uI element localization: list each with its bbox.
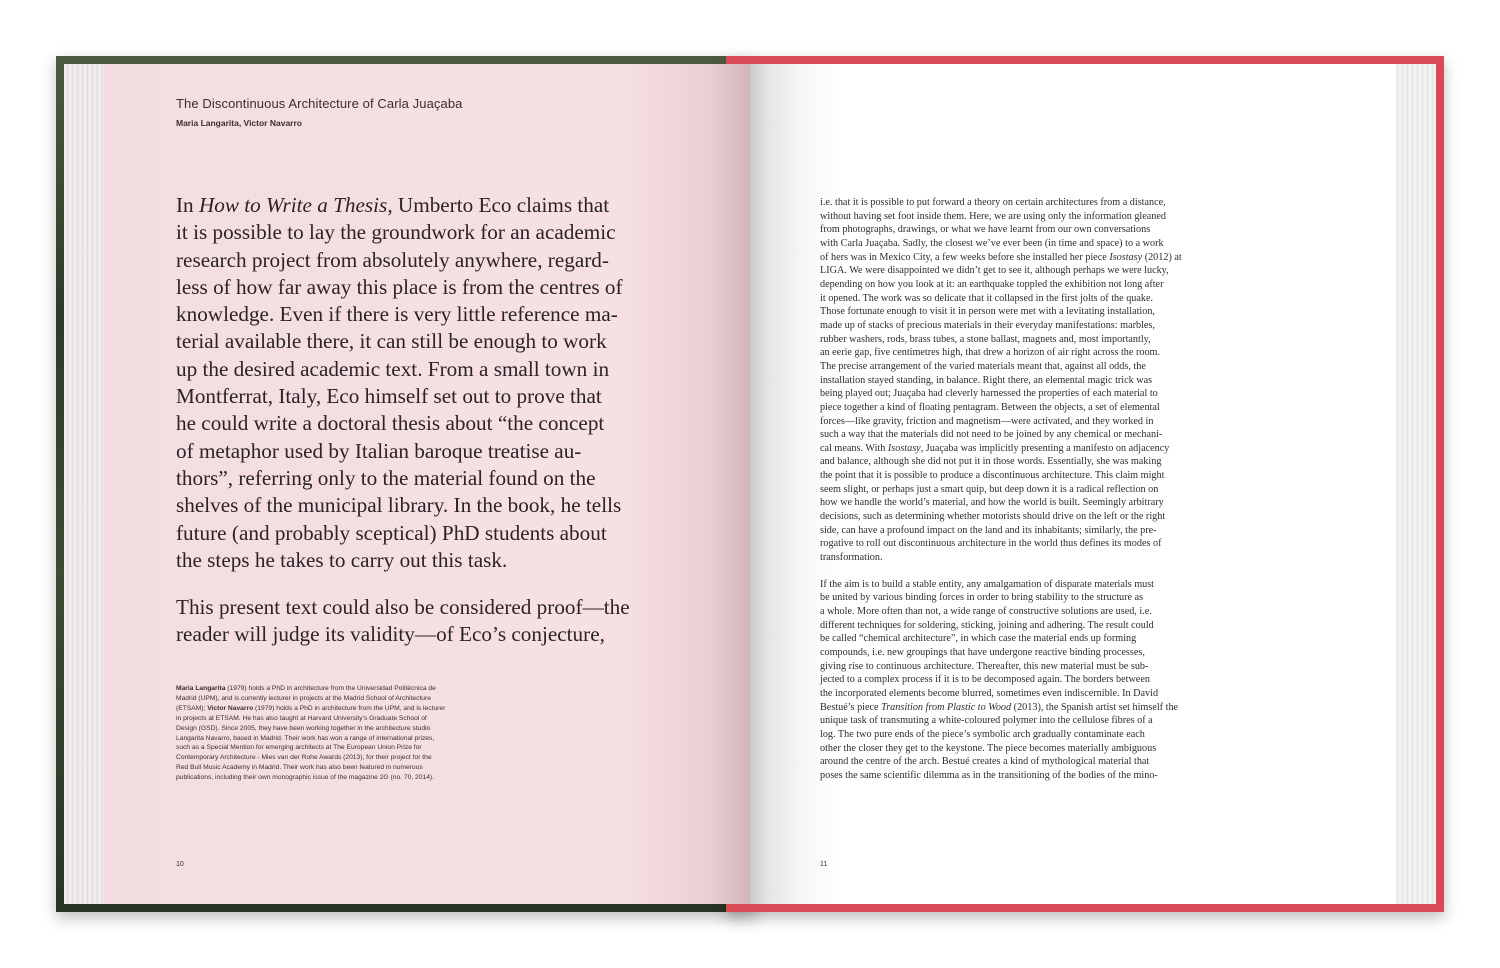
body-line: The precise arrangement of the varied materials meant that, against all odds, the [820,360,1146,372]
body-line: be united by various binding forces in order to bring stability to the structure as [820,592,1144,604]
body-line: jected to a complex process if it is to be decomposed again. The borders between [820,674,1150,686]
work-title: Isostasy [1109,251,1143,263]
body-line: forces—like gravity, friction and magnetism—were activated, and they worked in [820,415,1154,427]
lead-paragraph-1 [176,192,656,574]
body-line: unique task of transmuting a white-coloured polymer into the cellulose fibres of a [820,715,1153,727]
body-line: the incorporated elements become blurred, sometimes even indiscernible. In David [820,687,1159,699]
body-line: side, can have a profound impact on the land and its inhabitants; similarly, the pre- [820,524,1157,536]
lead-line: future (and probably sceptical) PhD students about [176,520,607,545]
body-line: installation stayed standing, in balance. Right there, an elemental magic trick was [820,374,1153,386]
author-bio [176,684,506,783]
body-line: rubber washers, rods, brass tubes, a stone ballast, magnets and, most importantly, [820,333,1151,345]
lead-line: he could write a doctoral thesis about “the concept [176,411,605,436]
body-line: being played out; Juaçaba had cleverly harnessed the properties of each material to [820,388,1158,400]
body-line: with Carla Juaçaba. Sadly, the closest we’ve ever been (in time and space) to a work [820,237,1164,249]
page-number-left: 10 [176,861,184,868]
lead-line: of metaphor used by Italian baroque treatise au- [176,438,582,463]
bio-line: Contemporary Architecture - Mies van der Rohe Awards (2013), for their project for the [176,754,432,762]
left-page [104,64,750,904]
body-line: and balance, although she did not put it in those words. Essentially, she was making [820,456,1162,468]
body-paragraph-2 [820,578,1210,783]
lead-line: less of how far away this place is from the centres of [176,274,623,299]
bio-line: Langarita Navarro, based in Madrid. Their work has won a range of international prizes, [176,734,435,742]
right-page-edges [1394,64,1436,904]
bio-line: Madrid (UPM), and is currently lecturer in projects at the Madrid School of Architecture [176,694,431,702]
lead-line: Montferrat, Italy, Eco himself set out to prove that [176,384,602,409]
lead-line: thors”, referring only to the material found on the [176,465,596,490]
left-page-edges [64,64,106,904]
body-line: Those fortunate enough to visit it in person were met with a levitating installation, [820,306,1155,318]
lead-paragraph-2 [176,594,656,649]
body-line: a whole. More often than not, a wide range of constructive solutions are used, i.e. [820,606,1152,618]
page-number-right: 11 [820,861,828,868]
book-title: How to Write a Thesis [198,193,388,217]
body-line: it opened. The work was so delicate that it collapsed in the first jolts of the quake. [820,292,1154,304]
bio-line: in projects at ETSAM. He has also taught at Harvard University’s Graduate School of [176,714,427,722]
bio-line: Maria Langarita (1979) holds a PhD in architecture from the Universidad Politécnica de [176,685,436,692]
body-line: the point that it is possible to produce a discontinuous architecture. This claim might [820,470,1165,482]
body-line: seem slight, or perhaps just a smart quip, but deep down it is a radical reflection on [820,483,1159,495]
body-line: other the closer they get to the keystone. The piece becomes materially ambiguous [820,742,1157,754]
body-line: giving rise to continuous architecture. Thereafter, this new material must be sub- [820,660,1149,672]
right-page [750,64,1396,904]
body-line: such a way that the materials did not need to be joined by any chemical or mechani- [820,429,1163,441]
lead-line: the steps he takes to carry out this task. [176,547,508,572]
body-line: poses the same scientific dilemma as in the transitioning of the bodies of the mino- [820,769,1158,781]
body-line: depending on how you look at it: an earthquake toppled the exhibition not long after [820,278,1164,290]
lead-line: This present text could also be considered proof—the [176,595,630,620]
lead-line: up the desired academic text. From a small town in [176,356,610,381]
body-line: rogative to roll out discontinuous architecture in the world thus defines its modes of [820,538,1162,550]
author-name: Victor Navarro [207,704,254,712]
bio-line: (ETSAM); Victor Navarro (1979) holds a PhD in architecture from the UPM, and is lecturer [176,704,446,712]
lead-line: it is possible to lay the groundwork for an academic [176,220,616,245]
body-line: decisions, such as determining whether motorists should drive on the left or the right [820,511,1166,523]
body-line: log. The two pure ends of the piece’s symbolic arch gradually contaminate each [820,728,1145,740]
body-paragraph-1 [820,196,1210,565]
lead-line: reader will judge its validity—of Eco’s conjecture, [176,622,605,647]
body-line: transformation. [820,552,883,564]
body-line: made up of stacks of precious materials in their everyday manifestations: marbles, [820,319,1155,331]
body-line: from photographs, drawings, or what we have learnt from our own conversations [820,224,1151,236]
body-line: compounds, i.e. new groupings that have undergone reactive binding processes, [820,647,1145,658]
running-title: The Discontinuous Architecture of Carla Juaçaba [176,96,463,111]
body-line: an eerie gap, five centimetres high, that drew a horizon of air right across the room. [820,347,1161,359]
body-line: i.e. that it is possible to put forward a theory on certain architectures from a distance, [820,197,1166,208]
bio-line: Design (GSD). Since 2005, they have been working together in the architecture studio [176,724,431,732]
work-title: Isostasy [887,442,921,454]
body-line: piece together a kind of floating pentagram. Between the objects, a set of elemental [820,401,1160,413]
bio-line: Red Bull Music Academy in Madrid. Their work has also been featured in numerous [176,764,423,772]
body-line: Bestué’s piece Transition from Plastic to Wood (2013), the Spanish artist set himself the [820,701,1179,713]
lead-line: terial available there, it can still be enough to work [176,329,607,354]
body-line: be called “chemical architecture”, in which case the material ends up forming [820,633,1137,645]
author-name: Maria Langarita [176,685,226,692]
work-title: Transition from Plastic to Wood [881,701,1012,713]
bio-line: publications, including their own monographic issue of the magazine 2G (no. 70, 2014). [176,774,434,782]
body-line: without having set foot inside them. Here, we are using only the information gleaned [820,210,1167,222]
body-line: If the aim is to build a stable entity, any amalgamation of disparate materials must [820,578,1155,590]
lead-line: research project from absolutely anywhere, regard- [176,247,609,272]
body-line: cal means. With Isostasy, Juaçaba was implicitly presenting a manifesto on adjacency [820,442,1170,454]
body-line: around the centre of the arch. Bestué creates a kind of mythological material that [820,756,1150,768]
lead-line: In How to Write a Thesis, Umberto Eco claims that [176,193,610,217]
lead-line: shelves of the municipal library. In the book, he tells [176,493,622,518]
body-line: of hers was in Mexico City, a few weeks before she installed her piece Isostasy (2012) at [820,251,1182,263]
body-line: how we handle the world’s material, and how the world is built. Seemingly arbitrary [820,497,1164,509]
bio-line: such as a Special Mention for emerging architects at The European Union Prize for [176,744,422,752]
body-line: LIGA. We were disappointed we didn’t get to see it, although perhaps we were lucky, [820,265,1169,277]
body-line: different techniques for soldering, sticking, joining and adhering. The result could [820,619,1154,631]
authors: Maria Langarita, Victor Navarro [176,118,302,128]
lead-text [176,192,656,649]
body-text [820,196,1210,783]
lead-line: knowledge. Even if there is very little reference ma- [176,302,618,327]
